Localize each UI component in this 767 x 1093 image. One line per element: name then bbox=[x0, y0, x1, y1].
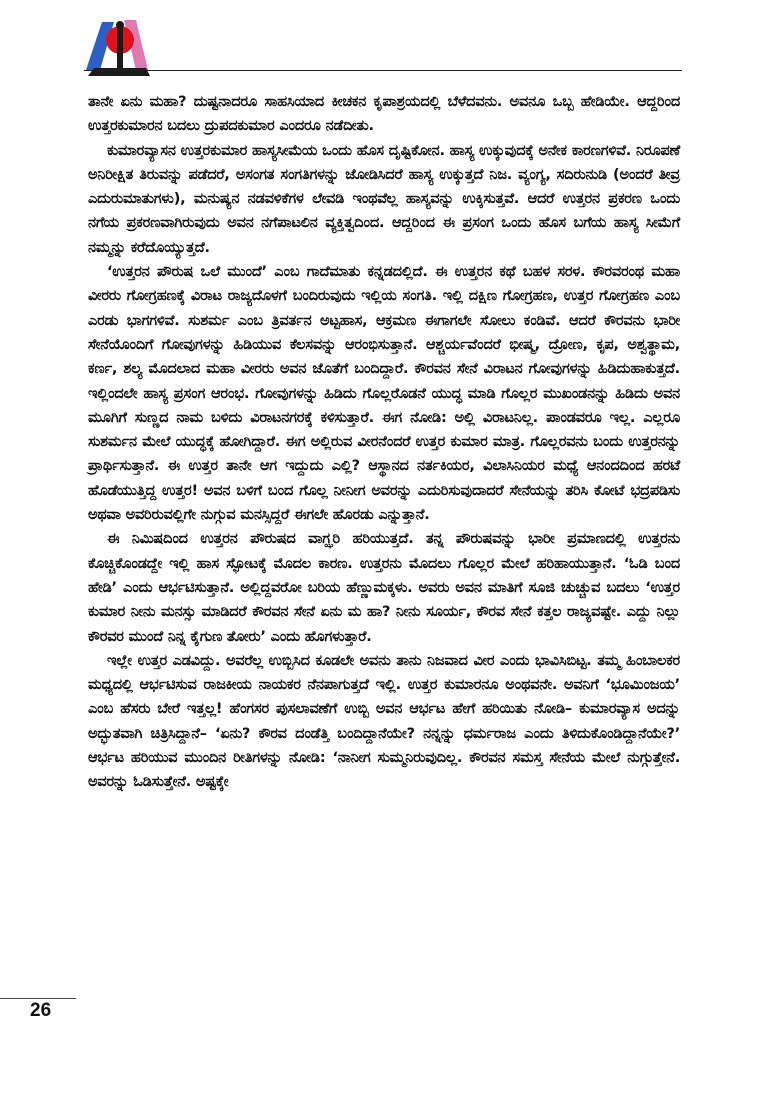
paragraph-5: ಇಲ್ಲೇ ಉತ್ತರ ಎಡವಿದ್ದು. ಅವರೆಲ್ಲ ಉಬ್ಬಿಸಿದ ಕೂಡಲೇ ಅವನು ತಾನು ನಿಜವಾದ ವೀರ ಎಂದು ಭಾವಿಸಿಬಿಟ್ಟ. ತಮ್ಮ ಹಿಂಬಾಲಕರ ಮಧ್ಯದಲ್ಲಿ ಆರ್ಭಟಿಸುವ ರಾಜಕೀಯ ನಾಯಕರ ನೆನಪಾಗುತ್ತದೆ ಇಲ್ಲಿ. ಉತ್ತರ ಕುಮಾರನೂ ಅಂಥವನೇ. ಅವನಿಗೆ ‘ಭೂಮಿಂಜಯ’ ಎಂಬ ಹೆಸರು ಬೇರೆ ಇತ್ತಲ್ಲ! ಹೆಂಗಸರ ಪುಸಲಾವಣೆಗೆ ಉಬ್ಬಿ ಅವನ ಆರ್ಭಟ ಹೇಗೆ ಹರಿಯಿತು ನೋಡಿ– ಕುಮಾರವ್ಯಾಸ ಅದನ್ನು ಅದ್ಭುತವಾಗಿ ಚಿತ್ರಿಸಿದ್ದಾನೆ– ‘ಏನು? ಕೌರವ ದಂಡೆತ್ತಿ ಬಂದಿದ್ದಾನೆಯೇ? ನನ್ನನ್ನು ಧರ್ಮರಾಜ ಎಂದು ತಿಳಿದುಕೊಂಡಿದ್ದಾನೆಯೇ?’ ಆರ್ಭಟ ಹರಿಯುವ ಮುಂದಿನ ರೀತಿಗಳನ್ನು ನೋಡಿ: ‘ನಾನೀಗ ಸುಮ್ಮನಿರುವುದಿಲ್ಲ. ಕೌರವನ ಸಮಸ್ತ ಸೇನೆಯ ಮೇಲೆ ನುಗ್ಗುತ್ತೇನೆ. ಅವರನ್ನು ಓಡಿಸುತ್ತೇನೆ. ಅಷ್ಟಕ್ಕೇ bbox=[88, 652, 680, 791]
paragraph-2: ಕುಮಾರವ್ಯಾಸನ ಉತ್ತರಕುಮಾರ ಹಾಸ್ಯಸೀಮೆಯ ಒಂದು ಹೊಸ ದೃಷ್ಟಿಕೋನ. ಹಾಸ್ಯ ಉಕ್ಕುವುದಕ್ಕೆ ಅನೇಕ ಕಾರಣಗಳಿವೆ. ನಿರೂಪಣೆ ಅನಿರೀಕ್ಷಿತ ತಿರುವನ್ನು ಪಡೆದರೆ, ಅಸಂಗತ ಸಂಗತಿಗಳನ್ನು ಜೋಡಿಸಿದರೆ ಹಾಸ್ಯ ಉಕ್ಕುತ್ತದೆ ನಿಜ. ವ್ಯಂಗ್ಯ, ಸದಿರುನುಡಿ (ಅಂದರೆ ತೀವ್ರ ಎದುರುಮಾತುಗಳು), ಮನುಷ್ಯನ ನಡವಳಿಕೆಗಳ ಲೇವಡಿ ಇಂಥವೆಲ್ಲ ಹಾಸ್ಯವನ್ನು ಉಕ್ಕಿಸುತ್ತವೆ. ಆದರೆ ಉತ್ತರನ ಪ್ರಕರಣ ಒಂದು ನಗೆಯ ಪ್ರಕರಣವಾಗಿರುವುದು ಅವನ ನಗೆಪಾಟಲಿನ ವ್ಯಕ್ತಿತ್ವದಿಂದ. ಆದ್ದರಿಂದ ಈ ಪ್ರಸಂಗ ಒಂದು ಹೊಸ ಬಗೆಯ ಹಾಸ್ಯ ಸೀಮೆಗೆ ನಮ್ಮನ್ನು ಕರೆದೊಯ್ಯುತ್ತದೆ. bbox=[88, 142, 680, 256]
publisher-logo bbox=[84, 14, 156, 76]
footer-rule bbox=[0, 998, 76, 999]
paragraph-4: ಈ ನಿಮಿಷದಿಂದ ಉತ್ತರನ ಪೌರುಷದ ವಾಗ್ಝರಿ ಹರಿಯುತ್ತದೆ. ತನ್ನ ಪೌರುಷವನ್ನು ಭಾರೀ ಪ್ರಮಾಣದಲ್ಲಿ ಉತ್ತರನು ಕೊಚ್ಚಿಕೊಂಡದ್ದೇ ಇಲ್ಲಿ ಹಾಸ ಸ್ಫೋಟಕ್ಕೆ ಮೊದಲ ಕಾರಣ. ಉತ್ತರನು ಮೊದಲು ಗೊಲ್ಲರ ಮೇಲೆ ಹರಿಹಾಯುತ್ತಾನೆ. ‘ಓಡಿ ಬಂದ ಹೇಡಿ’ ಎಂದು ಆರ್ಭಟಿಸುತ್ತಾನೆ. ಅಲ್ಲಿದ್ದವರೋ ಬರಿಯ ಹೆಣ್ಣುಮಕ್ಕಳು. ಅವರು ಅವನ ಮಾತಿಗೆ ಸೂಜಿ ಚುಚ್ಚುವ ಬದಲು ‘ಉತ್ತರ ಕುಮಾರ ನೀನು ಮನಸ್ಸು ಮಾಡಿದರೆ ಕೌರವನ ಸೇನೆ ಏನು ಮ ಹಾ? ನೀನು ಸೂರ್ಯ, ಕೌರವ ಸೇನೆ ಕತ್ತಲ ರಾಜ್ಯವಷ್ಟೇ. ಎದ್ದು ನಿಲ್ಲು ಕೌರವರ ಮುಂದೆ ನಿನ್ನ ಕೈಗುಣ ತೋರು’ ಎಂದು ಹೊಗಳುತ್ತಾರೆ. bbox=[88, 531, 680, 645]
paragraph-3: ‘ಉತ್ತರನ ಪೌರುಷ ಒಲೆ ಮುಂದೆ’ ಎಂಬ ಗಾದೆಮಾತು ಕನ್ನಡದಲ್ಲಿದೆ. ಈ ಉತ್ತರನ ಕಥೆ ಬಹಳ ಸರಳ. ಕೌರವರಂಥ ಮಹಾ ವೀರರು ಗೋಗ್ರಹಣಕ್ಕೆ ವಿರಾಟ ರಾಜ್ಯದೊಳಗೆ ಬಂದಿರುವುದು ಇಲ್ಲಿಯ ಸಂಗತಿ. ಇಲ್ಲಿ ದಕ್ಷಿಣ ಗೋಗ್ರಹಣ, ಉತ್ತರ ಗೋಗ್ರಹಣ ಎಂಬ ಎರಡು ಭಾಗಗಳಿವೆ. ಸುಶರ್ಮ ಎಂಬ ತ್ರಿವರ್ತನ ಅಟ್ಟಹಾಸ, ಆಕ್ರಮಣ ಈಗಾಗಲೇ ಸೋಲು ಕಂಡಿವೆ. ಆದರೆ ಕೌರವನು ಭಾರೀ ಸೇನೆಯೊಂದಿಗೆ ಗೋವುಗಳನ್ನು ಹಿಡಿಯುವ ಕೆಲಸವನ್ನು ಆರಂಭಿಸುತ್ತಾನೆ. ಆಶ್ಚರ್ಯವೆಂದರೆ ಭೀಷ್ಮ, ದ್ರೋಣ, ಕೃಪ, ಅಶ್ವತ್ಥಾಮ, ಕರ್ಣ, ಶಲ್ಯ ಮೊದಲಾದ ಮಹಾ ವೀರರು ಅವನ ಜೊತೆಗೆ ಬಂದಿದ್ದಾರೆ. ಕೌರವನ ಸೇನೆ ವಿರಾಟನ ಗೋವುಗಳನ್ನು ಹಿಡಿದುಹಾಕುತ್ತದೆ. ಇಲ್ಲಿಂದಲೇ ಹಾಸ್ಯ ಪ್ರಸಂಗ ಆರಂಭ. ಗೋವುಗಳನ್ನು ಹಿಡಿದು ಗೊಲ್ಲರೊಡನೆ ಯುದ್ಧ ಮಾಡಿ ಗೊಲ್ಲರ ಮುಖಂಡನನ್ನು ಹಿಡಿದು ಅವನ ಮೂಗಿಗೆ ಸುಣ್ಣದ ನಾಮ ಬಳಿದು ವಿರಾಟನಗರಕ್ಕೆ ಕಳಿಸುತ್ತಾರೆ. ಈಗ ನೋಡಿ: ಅಲ್ಲಿ ವಿರಾಟನಿಲ್ಲ. ಪಾಂಡವರೂ ಇಲ್ಲ. ಎಲ್ಲರೂ ಸುಶರ್ಮನ ಮೇಲೆ ಯುದ್ಧಕ್ಕೆ ಹೋಗಿದ್ದಾರೆ. ಈಗ ಅಲ್ಲಿರುವ ವೀರನೆಂದರೆ ಉತ್ತರ ಕುಮಾರ ಮಾತ್ರ. ಗೊಲ್ಲರವನು ಬಂದು ಉತ್ತರನನ್ನು ಪ್ರಾರ್ಥಿಸುತ್ತಾನೆ. ಈ ಉತ್ತರ ತಾನೇ ಆಗ ಇದ್ದುದು ಎಲ್ಲಿ? ಆಸ್ಥಾನದ ನರ್ತಕಿಯರ, ವಿಲಾಸಿನಿಯರ ಮಧ್ಯೆ ಆನಂದದಿಂದ ಹರಟೆ ಹೊಡೆಯುತ್ತಿದ್ದ ಉತ್ತರ! ಅವನ ಬಳಿಗೆ ಬಂದ ಗೊಲ್ಲ ನೀನೀಗ ಅವರನ್ನು ಎದುರಿಸುವುದಾದರೆ ಸೇನೆಯನ್ನು ತರಿಸಿ ಕೋಟೆ ಭದ್ರಪಡಿಸು ಅಥವಾ ಅವರಿರುವಲ್ಲಿಗೇ ನುಗ್ಗುವ ಮನಸ್ಸಿದ್ದರೆ ಈಗಲೇ ಹೊರಡು ಎನ್ನುತ್ತಾನೆ. bbox=[88, 264, 680, 524]
header-rule bbox=[84, 70, 682, 71]
page-body bbox=[88, 90, 680, 795]
paragraph-1: ತಾನೇ ಏನು ಮಹಾ? ದುಷ್ಟನಾದರೂ ಸಾಹಸಿಯಾದ ಕೀಚಕನ ಕೃಪಾಶ್ರಯದಲ್ಲಿ ಬೆಳೆದವನು. ಅವನೂ ಒಬ್ಬ ಹೇಡಿಯೇ. ಆದ್ದರಿಂದ ಉತ್ತರಕುಮಾರನ ಬದಲು ದ್ರುಪದಕುಮಾರ ಎಂದರೂ ನಡೆದೀತು. bbox=[88, 94, 680, 135]
page-number: 26 bbox=[30, 1000, 52, 1021]
